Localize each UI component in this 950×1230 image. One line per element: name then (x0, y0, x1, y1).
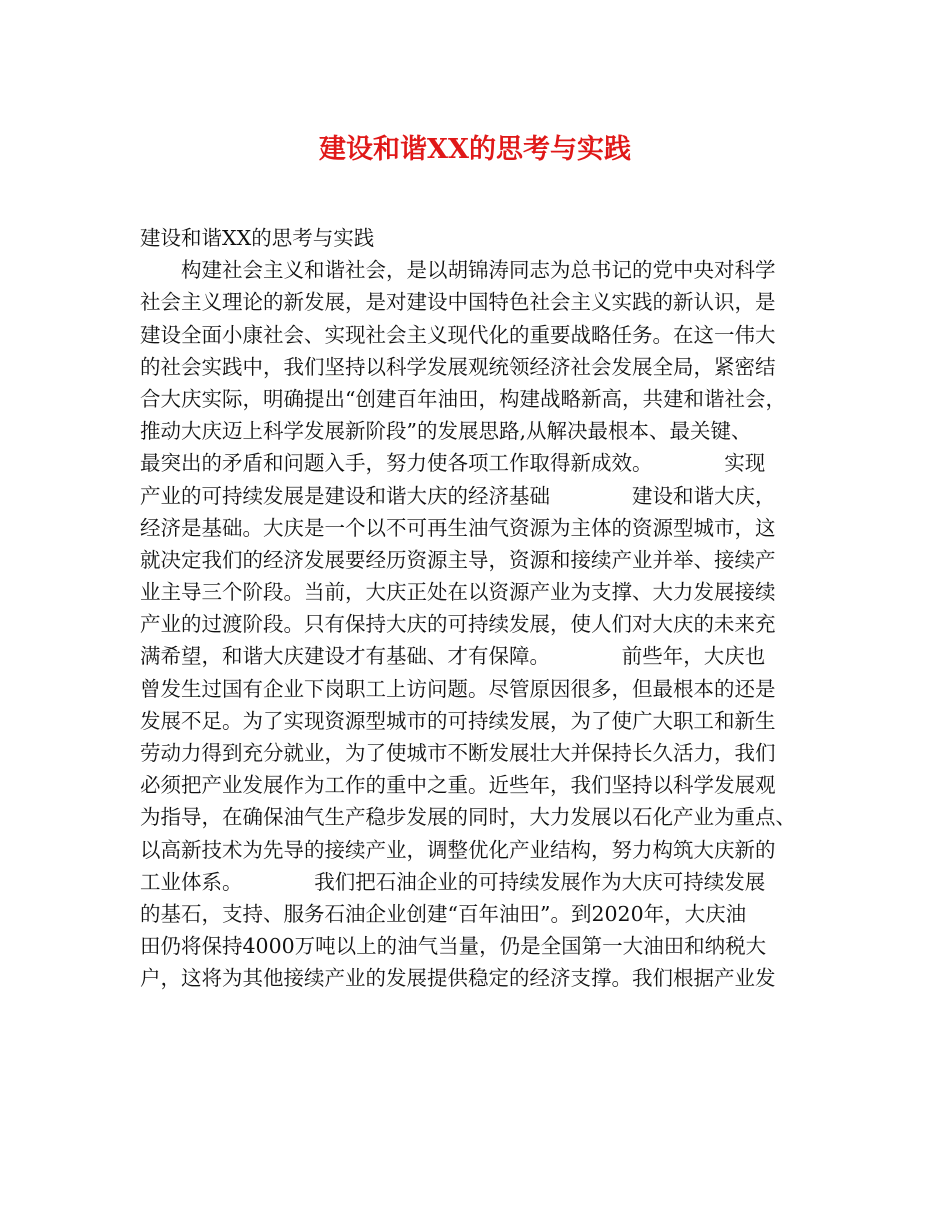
body-line: 以高新技术为先导的接续产业，调整优化产业结构，努力构筑大庆新的 (140, 837, 776, 862)
document-body (140, 222, 820, 995)
body-line: 田仍将保持4000万吨以上的油气当量，仍是全国第一大油田和纳税大 (140, 934, 767, 959)
body-line: 为指导，在确保油气生产稳步发展的同时，大力发展以石化产业为重点、 (140, 805, 796, 830)
body-line: 业主导三个阶段。当前，大庆正处在以资源产业为支撑、大力发展接续 (140, 580, 776, 605)
body-line: 产业的可持续发展是建设和谐大庆的经济基础 建设和谐大庆， (140, 483, 776, 508)
body-line: 合大庆实际，明确提出“创建百年油田，构建战略新高，共建和谐社会， (140, 386, 786, 411)
body-line: 劳动力得到充分就业，为了使城市不断发展壮大并保持长久活力，我们 (140, 741, 776, 765)
body-line: 社会主义理论的新发展，是对建设中国特色社会主义实践的新认识，是 (140, 290, 776, 315)
body-line: 经济是基础。大庆是一个以不可再生油气资源为主体的资源型城市，这 (140, 515, 776, 540)
body-line: 就决定我们的经济发展要经历资源主导，资源和接续产业并举、接续产 (140, 547, 776, 572)
body-line: 构建社会主义和谐社会，是以胡锦涛同志为总书记的党中央对科学 (140, 258, 776, 283)
body-line: 的社会实践中，我们坚持以科学发展观统领经济社会发展全局，紧密结 (140, 354, 776, 379)
body-line: 曾发生过国有企业下岗职工上访问题。尽管原因很多，但最根本的还是 (140, 676, 776, 701)
body-line: 推动大庆迈上科学发展新阶段”的发展思路,从解决最根本、最关键、 (140, 419, 752, 444)
body-line: 满希望，和谐大庆建设才有基础、才有保障。 前些年，大庆也 (140, 644, 766, 669)
body-line: 必须把产业发展作为工作的重中之重。近些年，我们坚持以科学发展观 (140, 773, 776, 798)
body-line: 建设全面小康社会、实现社会主义现代化的重要战略任务。在这一伟大 (140, 322, 776, 347)
body-line: 最突出的矛盾和问题入手，努力使各项工作取得新成效。 实现 (140, 451, 766, 476)
body-line: 发展不足。为了实现资源型城市的可持续发展，为了使广大职工和新生 (140, 708, 776, 733)
body-line: 工业体系。 我们把石油企业的可持续发展作为大庆可持续发展 (140, 869, 766, 894)
document-title: 建设和谐XX的思考与实践 (319, 134, 631, 165)
body-line: 户，这将为其他接续产业的发展提供稳定的经济支撑。我们根据产业发 (140, 966, 776, 991)
body-line: 的基石，支持、服务石油企业创建“百年油田”。到2020年，大庆油 (140, 901, 747, 926)
body-line: 产业的过渡阶段。只有保持大庆的可持续发展，使人们对大庆的未来充 (140, 612, 776, 637)
document-subtitle-line: 建设和谐XX的思考与实践 (140, 226, 375, 250)
